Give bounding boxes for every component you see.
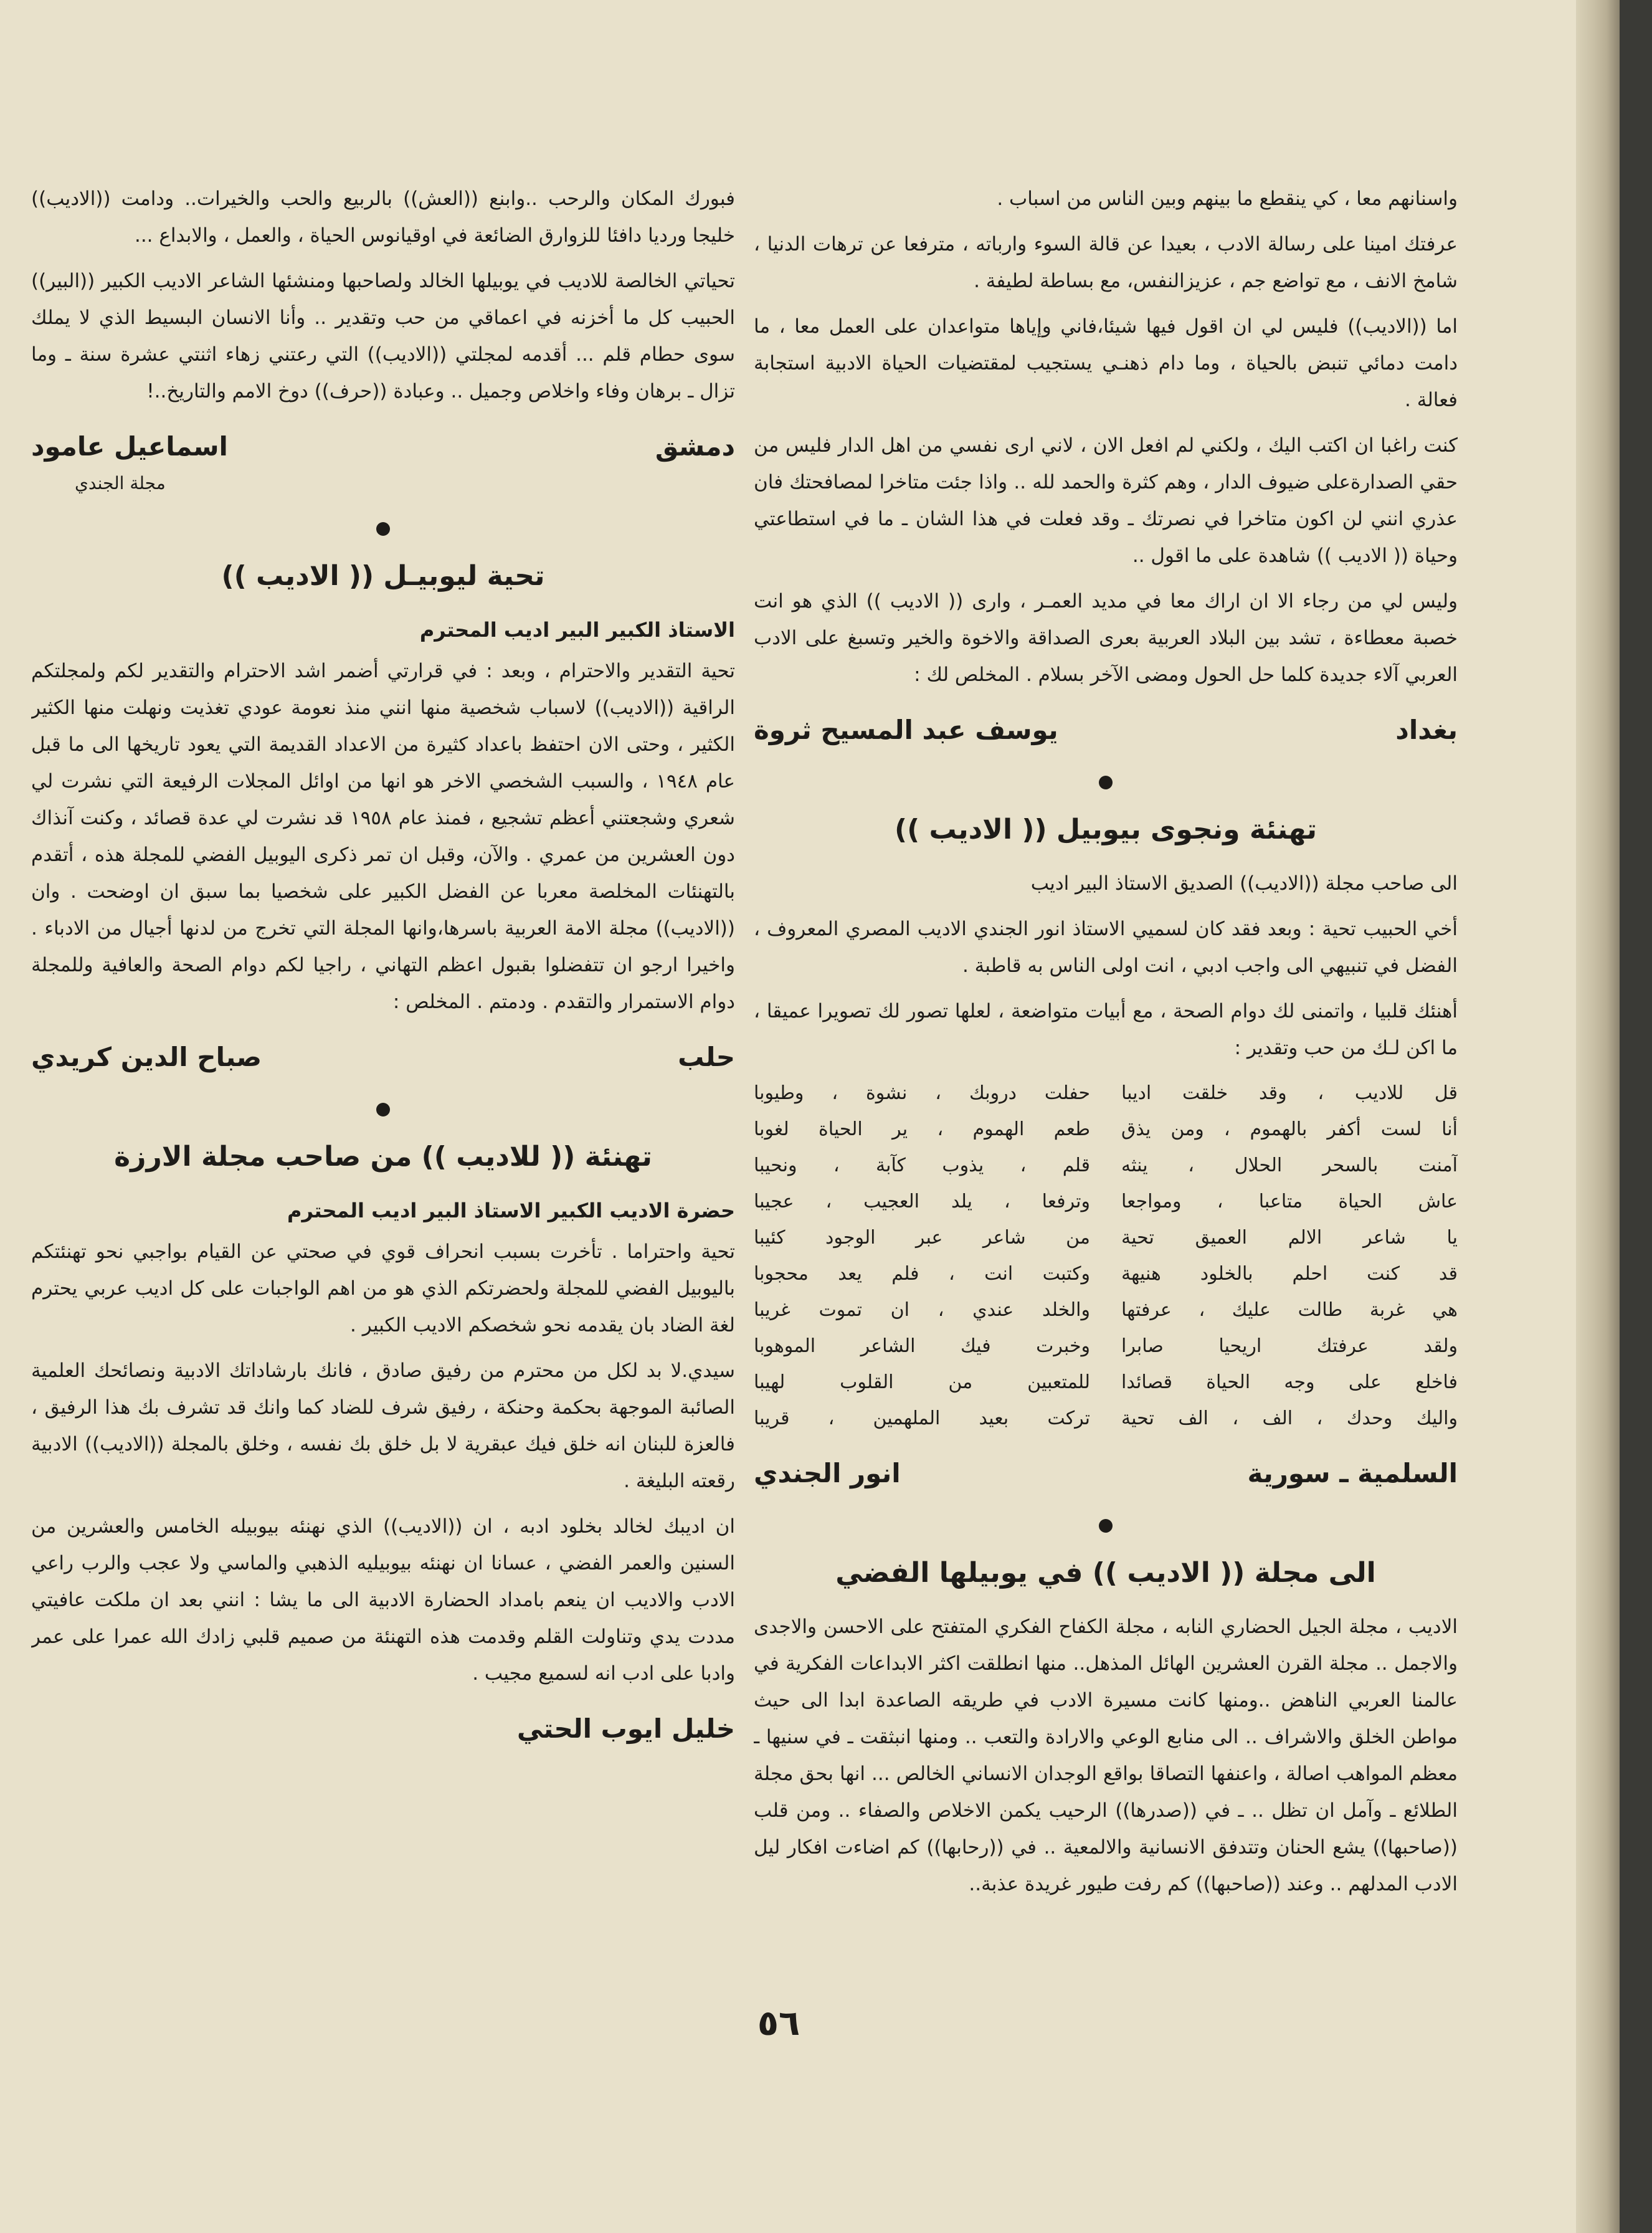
- paragraph: الى صاحب مجلة ((الاديب)) الصديق الاستاذ البير اديب: [1030, 872, 1458, 895]
- signature-city: حلب: [678, 1042, 735, 1072]
- article-greeting: حضرة الاديب الكبير الاستاذ البير اديب المحترم: [287, 1199, 735, 1222]
- section-divider-dot: [376, 1103, 390, 1116]
- poem-verse-first-half: يا شاعر الالم العميق تحية: [1121, 1227, 1458, 1249]
- signature-name: انور الجندي: [754, 1458, 901, 1488]
- signature-affiliation: مجلة الجندي: [75, 473, 166, 493]
- poem-verse-first-half: أنا لست أكفر بالهموم ، ومن يذق: [1121, 1118, 1458, 1140]
- section-divider-dot: [1099, 1519, 1113, 1533]
- poem-verse-first-half: آمنت بالسحر الحلال ، ينثه: [1121, 1155, 1458, 1176]
- poem-verse-second-half: وخبرت فيك الشاعر الموهوبا: [754, 1335, 1090, 1357]
- paragraph: واسنانهم معا ، كي ينقطع ما بينهم وبين الناس من اسباب .: [997, 188, 1458, 210]
- article-title: تهنئة (( للاديب )) من صاحب مجلة الارزة: [114, 1141, 652, 1173]
- paragraph: عرفتك امينا على رسالة الادب ، بعيدا عن قالة السوء وارباته ، مترفعا عن ترهات الدنيا ، شامخ الانف ، مع تواضع جم ، عزيزالنفس، مع بساطة لطيفة .: [754, 233, 1458, 292]
- signature: [31, 426, 735, 467]
- paragraph: ان اديبك لخالد بخلود ادبه ، ان ((الاديب)) الذي نهنئه بيوبيله الخامس والعشرين من السنين والعمر الفضي ، عسانا ان نهنئه بيوبيليه الذهبي والماسي ولا عجب والرب راعي الادب والاديب ان ينعم بامداد الحضارة الادبية الى ما يشا : انني بعد ان ملكت عافيتي مددت يدي وتناولت القلم وقدمت هذه التهنئة من صميم قلبي زادك الله عمرا على عمر وادبا على ادب انه لسميع مجيب .: [31, 1515, 735, 1685]
- paragraph: اما ((الاديب)) فليس لي ان اقول فيها شيئا،فاني وإياها متواعدان على العمل معا ، ما دامت دمائي تنبض بالحياة ، وما دام ذهنـي يستجيب لمقتضيات الحياة الادبية استجابة فعالة .: [754, 315, 1458, 411]
- paragraph: أهنئك قلبيا ، واتمنى لك دوام الصحة ، مع أبيات متواضعة ، لعلها تصور لك تصويرا عميقا ، ما اكن لـك من حب وتقدير :: [754, 1000, 1458, 1059]
- article-greeting: الاستاذ الكبير البير اديب المحترم: [419, 618, 735, 642]
- poem-verse-first-half: ولقد عرفتك اريحيا صابرا: [1121, 1335, 1458, 1357]
- section-divider-dot: [376, 522, 390, 536]
- paragraph: وليس لي من رجاء الا ان اراك معا في مديد العمـر ، وارى (( الاديب )) الذي هو انت خصبة معطاءة ، تشد بين البلاد العربية بعرى الصداقة والاخوة والخير وتسبغ على الادب العربي آلاء جديدة كلما حل الحول ومضى الآخر بسلام . المخلص لك :: [754, 590, 1458, 686]
- poem-verse-second-half: طعم الهموم ، ير الحياة لغوبا: [754, 1118, 1090, 1140]
- poem-verse-first-half: فاخلع على وجه الحياة قصائدا: [1121, 1371, 1458, 1393]
- poem-verse-second-half: قلم ، يذوب كآبة ، ونحيبا: [754, 1155, 1090, 1176]
- paragraph: الاديب ، مجلة الجيل الحضاري النابه ، مجلة الكفاح الفكري المتفتح على الاحسن والاجدى والاجمل .. مجلة القرن العشرين الهائل المذهل.. منها انطلقت اكثر الابداعات الفكرية في عالمنا العربي الناهض ..ومنها كانت مسيرة الادب في طريقه الصاعدة ابدا الى حيث مواطن الخلق والاشراف .. الى منابع الوعي والارادة والتعب .. ومنها انبثقت ـ في سنيها ـ معظم المواهب اصالة ، واعنفها التصاقا بواقع الوجدان الانساني الخالص ... انها بحق مجلة الطلائع ـ وآمل ان تظل .. ـ في ((صدرها)) الرحيب يكمن الاخلاص والصفاء .. ومن قلب ((صاحبها)) يشع الحنان وتتدفق الانسانية والالمعية .. في ((رحابها)) كم اضاءت افكار ليل الادب المدلهم .. وعند ((صاحبها)) كم رفت طيور غريدة عذبة..: [754, 1616, 1458, 1895]
- poem-verse-first-half: هي غربة طالت عليك ، عرفتها: [1121, 1299, 1458, 1321]
- signature-name: خليل ايوب الحتي: [516, 1713, 735, 1744]
- signature: [754, 710, 1458, 751]
- poem-verse-first-half: قد كنت احلم بالخلود هنيهة: [1121, 1263, 1458, 1285]
- paragraph: تحية التقدير والاحترام ، وبعد : في قرارتي أضمر اشد الاحترام والتقدير لكم ولمجلتكم الراقية ((الاديب)) لاسباب شخصية منها انني منذ نعومة عودي تغذيت ونهلت منها الكثير الكثير ، وحتى الان احتفظ باعداد كثيرة من الاعداد القديمة التي يعود تاريخها الى ما قبل عام ١٩٤٨ ، والسبب الشخصي الاخر هو انها من اوائل المجلات الرفيعة التي نشرت لي شعري وشجعتني أعظم تشجيع ، فمنذ عام ١٩٥٨ قد نشرت لي عدة قصائد ، وكنت آنذاك دون العشرين من عمري . والآن، وقبل ان تمر ذكرى اليوبيل الفضي للمجلة هذه ، أتقدم بالتهنئات المخلصة معربا عن الفضل الكبير على شخصيا بما سبق ان اوضحت . وان ((الاديب)) مجلة الامة العربية باسرها،وانها المجلة التي تخرج من لدنها أجيال من الادباء . واخيرا ارجو ان تتفضلوا بقبول اعظم التهاني ، راجيا لكم دوام الصحة والعافية وللمجلة دوام الاستمرار والتقدم . ودمتم . المخلص :: [31, 660, 735, 1013]
- article-title: تحية ليوبيـل (( الاديب )): [221, 560, 545, 592]
- poem-verse-second-half: والخلد عندي ، ان تموت غريبا: [754, 1299, 1090, 1321]
- poem-verse-second-half: حفلت دروبك ، نشوة ، وطيوبا: [754, 1082, 1090, 1104]
- poem-verse-second-half: من شاعر عبر الوجود كئيبا: [754, 1227, 1090, 1249]
- poem-verse-first-half: واليك وحدك ، الف ، الف تحية: [1121, 1407, 1458, 1429]
- poem-verse-second-half: وكتبت انت ، فلم يعد محجوبا: [754, 1263, 1090, 1285]
- signature-name: اسماعيل عامود: [31, 431, 228, 462]
- section-divider-dot: [1099, 776, 1113, 789]
- poem-verse-second-half: للمتعبين من القلوب لهيبا: [754, 1371, 1090, 1393]
- left-column: [31, 181, 735, 1956]
- signature-city: السلمية ـ سورية: [1247, 1458, 1458, 1488]
- paragraph: سيدي.لا بد لكل من محترم من رفيق صادق ، فانك بارشاداتك الادبية ونصائحك العلمية الصائبة الموجهة بحكمة وحنكة ، رفيق شرف للضاد كما وانك قد تشرف بك هذا الرفيق ، فالعزة للبنان انه خلق فيك عبقرية لا بل خلق بك نفسه ، وخلق بالمجلة ((الاديب)) الادبية رقعته البليغة .: [31, 1359, 735, 1492]
- right-column: [754, 181, 1458, 1956]
- poem-verse-first-half: قل للاديب ، وقد خلقت اديبا: [1121, 1082, 1458, 1104]
- paragraph: تحياتي الخالصة للاديب في يوبيلها الخالد ولصاحبها ومنشئها الشاعر الاديب الكبير ((البير)) الحبيب كل ما أخزنه في اعماقي من حب وتقدير .. وأنا الانسان البسيط الذي لا يملك سوى حطام قلم ... أقدمه لمجلتي ((الاديب)) التي رعتني زهاء اثنتي عشرة سنة ـ وما تزال ـ برهان وفاء واخلاص وجميل .. وعبادة ((حرف)) دوخ الامم والتاريخ..!: [31, 270, 735, 402]
- signature: [754, 1453, 1458, 1494]
- page-number: ٥٦: [757, 2003, 800, 2044]
- signature-city: دمشق: [655, 431, 735, 462]
- article-title: الى مجلة (( الاديب )) في يوبيلها الفضي: [835, 1557, 1376, 1589]
- page-edge: [1576, 0, 1620, 2233]
- poem-verse-second-half: وترفعا ، يلد العجيب ، عجيبا: [754, 1191, 1090, 1212]
- paragraph: تحية واحتراما . تأخرت بسبب انحراف قوي في صحتي عن القيام بواجبي نحو تهنئتكم باليوبيل الفضي للمجلة ولحضرتكم الذي هو من اهم الواجبات على كل اديب عربي يحترم لغة الضاد بان يقدمه نحو شخصكم الاديب الكبير .: [31, 1240, 735, 1336]
- signature: [31, 1708, 735, 1750]
- poem-verse-second-half: تركت بعيد الملهمين ، قريبا: [754, 1407, 1090, 1429]
- paragraph: كنت راغبا ان اكتب اليك ، ولكني لم افعل الان ، لاني ارى نفسي من اهل الدار فليس من حقي الصدارةعلى ضيوف الدار ، وهم كثرة والحمد لله .. واذا جئت متاخرا لمصافحتك فان عذري انني لن اكون متاخرا في نصرتك ـ وقد فعلت في هذا الشان ـ ما في استطاعتي وحياة (( الاديب )) شاهدة على ما اقول ..: [754, 434, 1458, 567]
- signature-city: بغداد: [1395, 715, 1458, 745]
- signature-name: صباح الدين كريدي: [31, 1042, 262, 1072]
- poem-verse-first-half: عاش الحياة متاعبا ، ومواجعا: [1121, 1191, 1458, 1212]
- signature-name: يوسف عبد المسيح ثروة: [754, 715, 1058, 745]
- paragraph: أخي الحبيب تحية : وبعد فقد كان لسميي الاستاذ انور الجندي الاديب المصري المعروف ، الفضل في تنبيهي الى واجب ادبي ، انت اولى الناس به قاطبة .: [754, 918, 1458, 977]
- article-title: تهنئة ونجوى بيوبيل (( الاديب )): [894, 814, 1317, 845]
- paragraph: فبورك المكان والرحب ..وابنع ((العش)) بالربيع والحب والخيرات.. ودامت ((الاديب)) خليجا ورديا دافئا للزوارق الضائعة في اوقيانوس الحياة ، والعمل ، والابداع ...: [31, 188, 735, 247]
- signature: [31, 1037, 735, 1078]
- poem: [754, 1075, 1458, 1437]
